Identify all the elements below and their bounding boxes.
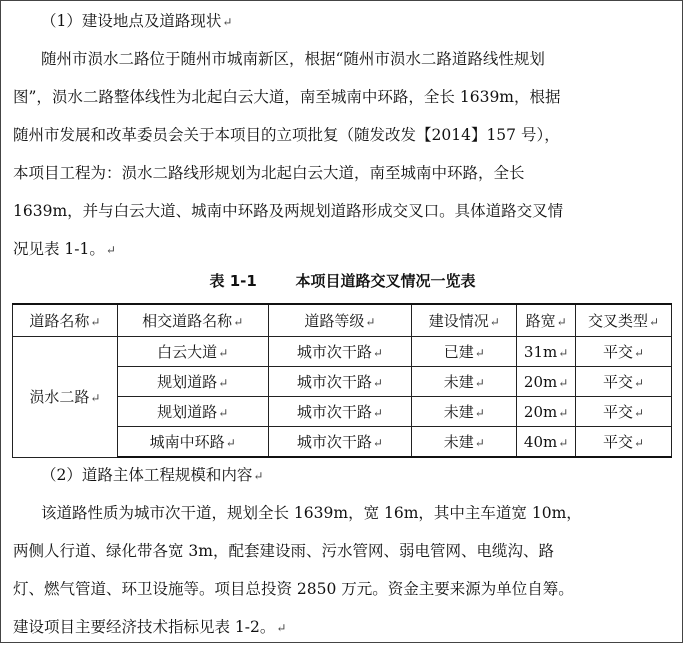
paragraph-line: 况见表 1-1。↵ bbox=[13, 240, 116, 258]
cell-crossing-type: 平交↵ bbox=[576, 397, 672, 427]
header-road-name: 道路名称↵ bbox=[13, 304, 118, 337]
paragraph-line: 该道路性质为城市次干道，规划全长 1639m，宽 16m，其中主车道宽 10m， bbox=[41, 504, 582, 522]
cell-road-grade: 城市次干路↵ bbox=[268, 397, 412, 427]
header-road-width: 路宽↵ bbox=[517, 304, 576, 337]
cell-build-status: 未建↵ bbox=[412, 367, 517, 397]
cell-road-width: 31m↵ bbox=[517, 337, 576, 367]
cell-crossing-type: 平交↵ bbox=[576, 427, 672, 458]
paragraph-line: 建设项目主要经济技术指标见表 1-2。↵ bbox=[13, 618, 287, 636]
table-caption-title: 本项目道路交叉情况一览表 bbox=[295, 272, 476, 290]
cell-road-name: 涢水二路↵ bbox=[13, 337, 118, 458]
cell-build-status: 已建↵ bbox=[412, 337, 517, 367]
paragraph-line: 随州市发展和改革委员会关于本项目的立项批复（随发改发【2014】157 号）， bbox=[13, 126, 560, 144]
table-header-row bbox=[13, 304, 672, 337]
section2-heading: （2）道路主体工程规模和内容↵ bbox=[41, 466, 264, 484]
paragraph-line: 1639m，并与白云大道、城南中环路及两规划道路形成交叉口。具体道路交叉情 bbox=[13, 202, 564, 220]
cell-road-width: 20m↵ bbox=[517, 397, 576, 427]
header-build-status: 建设情况↵ bbox=[412, 304, 517, 337]
table-row bbox=[13, 337, 672, 367]
cell-crossing-road: 规划道路↵ bbox=[117, 397, 268, 427]
table-caption-number: 表 1-1 bbox=[209, 272, 257, 290]
cell-road-grade: 城市次干路↵ bbox=[268, 337, 412, 367]
paragraph-line: 随州市涢水二路位于随州市城南新区，根据“随州市涢水二路道路线性规划 bbox=[41, 50, 545, 68]
cell-crossing-type: 平交↵ bbox=[576, 337, 672, 367]
cell-build-status: 未建↵ bbox=[412, 397, 517, 427]
cell-crossing-road: 规划道路↵ bbox=[117, 367, 268, 397]
section1-heading: （1）建设地点及道路现状↵ bbox=[41, 12, 233, 30]
header-crossing-road: 相交道路名称↵ bbox=[117, 304, 268, 337]
paragraph-line: 灯、燃气管道、环卫设施等。项目总投资 2850 万元。资金主要来源为单位自筹。 bbox=[13, 580, 574, 598]
cell-crossing-road: 城南中环路↵ bbox=[117, 427, 268, 458]
header-crossing-type: 交叉类型↵ bbox=[576, 304, 672, 337]
header-road-grade: 道路等级↵ bbox=[268, 304, 412, 337]
cell-crossing-type: 平交↵ bbox=[576, 367, 672, 397]
table-caption bbox=[1, 270, 683, 291]
paragraph-line: 图”，涢水二路整体线性为北起白云大道，南至城南中环路，全长 1639m，根据 bbox=[13, 88, 561, 106]
cell-road-grade: 城市次干路↵ bbox=[268, 427, 412, 458]
cell-road-width: 20m↵ bbox=[517, 367, 576, 397]
paragraph-line: 本项目工程为：涢水二路线形规划为北起白云大道，南至城南中环路，全长 bbox=[13, 164, 525, 182]
cell-build-status: 未建↵ bbox=[412, 427, 517, 458]
road-intersection-table bbox=[12, 303, 672, 458]
paragraph-line: 两侧人行道、绿化带各宽 3m，配套建设雨、污水管网、弱电管网、电缆沟、路 bbox=[13, 542, 554, 560]
cell-road-grade: 城市次干路↵ bbox=[268, 367, 412, 397]
cell-crossing-road: 白云大道↵ bbox=[117, 337, 268, 367]
cell-road-width: 40m↵ bbox=[517, 427, 576, 458]
